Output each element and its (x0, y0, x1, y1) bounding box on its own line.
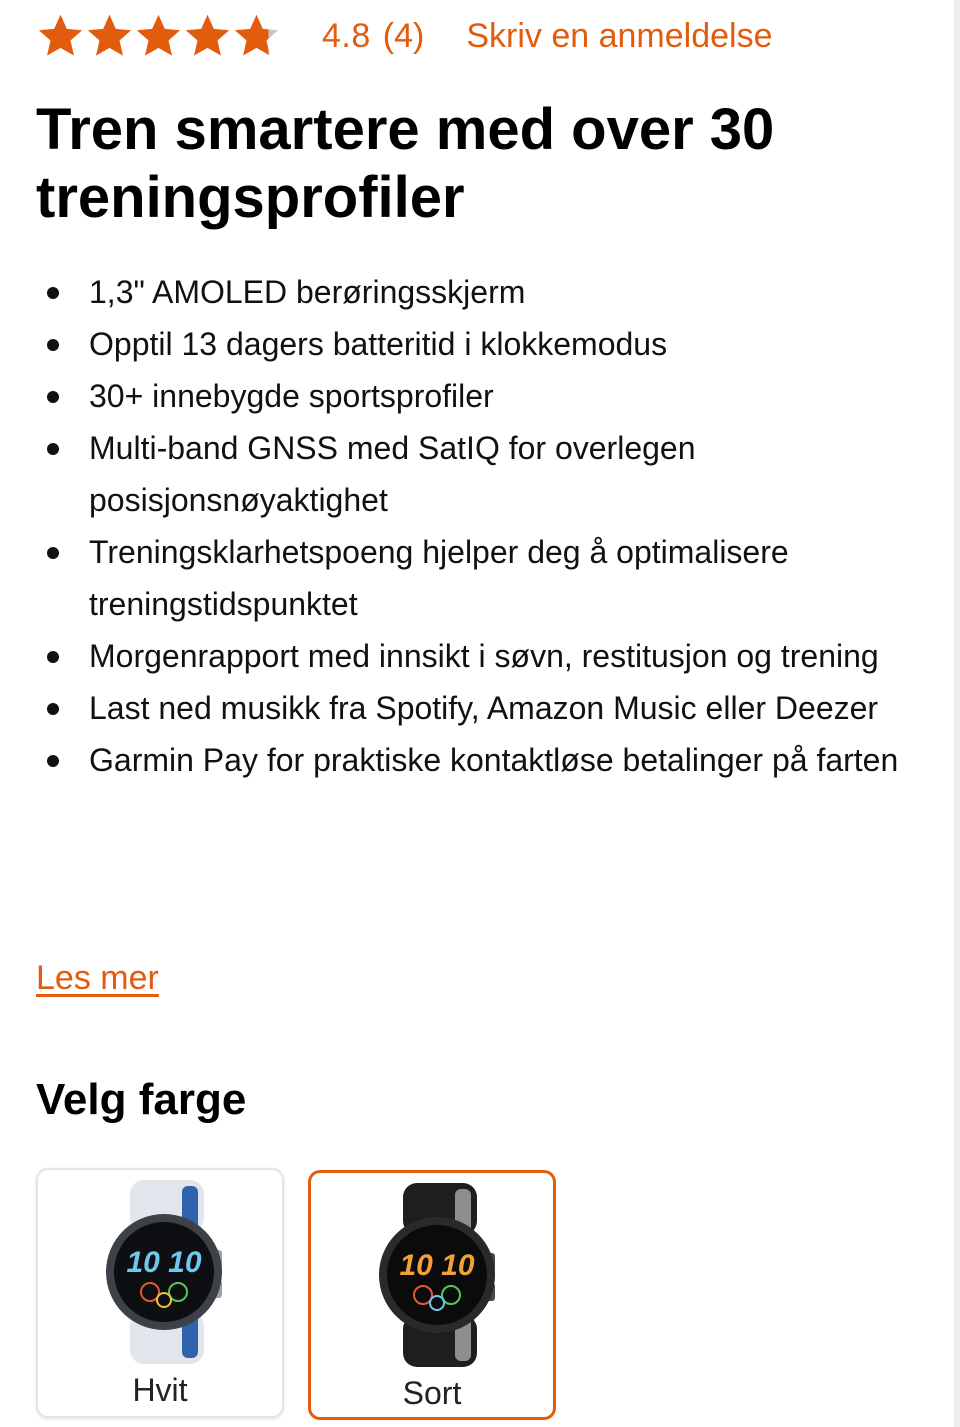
feature-item: Multi-band GNSS med SatIQ for overlegen posisjonsnøyaktighet (36, 422, 916, 526)
color-option-label: Sort (402, 1375, 462, 1411)
feature-item: 1,3" AMOLED berøringsskjerm (36, 266, 916, 318)
rating-value: 4.8 (322, 16, 371, 55)
read-more-link[interactable]: Les mer (36, 959, 159, 997)
star-icon (85, 11, 134, 61)
feature-item: Morgenrapport med innsikt i søvn, restitusjon og trening (36, 630, 916, 682)
watch-white-image (72, 1180, 252, 1364)
watch-face-time: 10 10 (399, 1249, 475, 1282)
scrollbar-track (954, 0, 960, 1427)
feature-item: Garmin Pay for praktiske kontaktløse betalinger på farten (36, 734, 916, 786)
write-review-link[interactable]: Skriv en anmeldelse (466, 16, 773, 55)
review-count: (4) (382, 16, 425, 55)
feature-item: Opptil 13 dagers batteritid i klokkemodus (36, 318, 916, 370)
star-icon (134, 11, 183, 61)
watch-black-image (345, 1183, 525, 1367)
star-icon (36, 11, 85, 61)
star-half-icon (232, 11, 281, 61)
feature-list (36, 266, 916, 786)
feature-item: Last ned musikk fra Spotify, Amazon Music eller Deezer (36, 682, 916, 734)
feature-item: 30+ innebygde sportsprofiler (36, 370, 916, 422)
star-icon (183, 11, 232, 61)
color-option-sort[interactable] (308, 1170, 556, 1420)
product-headline: Tren smartere med over 30 treningsprofiler (36, 97, 775, 230)
color-option-hvit[interactable] (36, 1168, 284, 1418)
star-rating (36, 11, 282, 61)
color-section-heading: Velg farge (36, 1075, 247, 1124)
feature-item: Treningsklarhetspoeng hjelper deg å optimalisere treningstidspunktet (36, 526, 916, 630)
rating-row (36, 8, 772, 64)
watch-face-time: 10 10 (126, 1246, 202, 1279)
color-option-label: Hvit (132, 1372, 188, 1408)
